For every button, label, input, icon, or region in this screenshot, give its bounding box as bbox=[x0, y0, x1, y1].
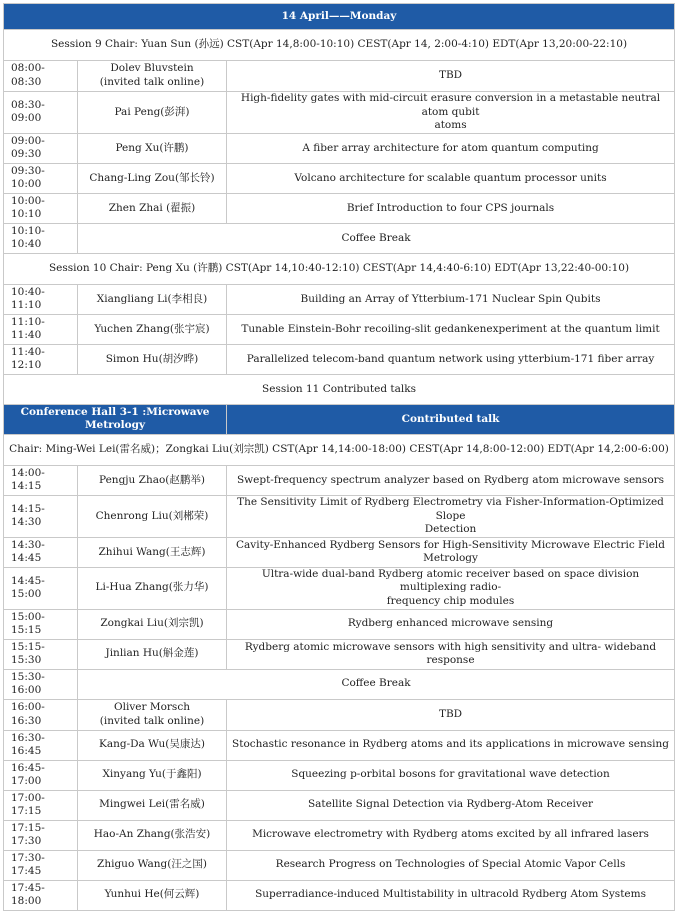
talk-row bbox=[4, 193, 675, 223]
break-label: Coffee Break bbox=[78, 669, 675, 699]
talk-title: Swept-frequency spectrum analyzer based on Rydberg atom microwave sensors bbox=[227, 465, 675, 495]
talk-title: TBD bbox=[227, 699, 675, 730]
talk-time: 14:15-14:30 bbox=[4, 495, 78, 537]
talk-row bbox=[4, 850, 675, 880]
talk-speaker: Zhihui Wang(王志辉) bbox=[78, 537, 227, 567]
hall-header-row bbox=[4, 404, 675, 434]
talk-time: 09:30-10:00 bbox=[4, 163, 78, 193]
session-10-header: Session 10 Chair: Peng Xu (许鹏) CST(Apr 14,10:40-12:10) CEST(Apr 14,4:40-6:10) EDT(Apr 13,22:40-00:10) bbox=[4, 253, 675, 284]
title-line: frequency chip modules bbox=[386, 595, 515, 608]
talk-speaker: Xiangliang Li(李相良) bbox=[78, 284, 227, 314]
talk-row bbox=[4, 314, 675, 344]
break-time: 10:10-10:40 bbox=[4, 223, 78, 253]
talk-title: Research Progress on Technologies of Special Atomic Vapor Cells bbox=[227, 850, 675, 880]
talk-title: A fiber array architecture for atom quantum computing bbox=[227, 133, 675, 163]
talk-time: 14:30-14:45 bbox=[4, 537, 78, 567]
break-label: Coffee Break bbox=[78, 223, 675, 253]
talk-title bbox=[227, 495, 675, 537]
talk-row bbox=[4, 639, 675, 669]
talk-speaker: Zhiguo Wang(汪之国) bbox=[78, 850, 227, 880]
talk-time: 17:45-18:00 bbox=[4, 880, 78, 910]
talk-time: 10:40-11:10 bbox=[4, 284, 78, 314]
talk-speaker: Chenrong Liu(刘郴荣) bbox=[78, 495, 227, 537]
talk-title bbox=[227, 567, 675, 609]
talk-time: 15:15-15:30 bbox=[4, 639, 78, 669]
talk-time: 10:00-10:10 bbox=[4, 193, 78, 223]
talk-row bbox=[4, 730, 675, 760]
talk-speaker: Yuchen Zhang(张宇宸) bbox=[78, 314, 227, 344]
talk-time: 14:45-15:00 bbox=[4, 567, 78, 609]
title-line: The Sensitivity Limit of Rydberg Electrometry via Fisher-Information-Optimized Slope bbox=[237, 495, 664, 522]
talk-title: Rydberg atomic microwave sensors with high sensitivity and ultra- wideband response bbox=[227, 639, 675, 669]
talk-speaker: Simon Hu(胡汐晔) bbox=[78, 344, 227, 374]
talk-time: 17:00-17:15 bbox=[4, 790, 78, 820]
talk-title: TBD bbox=[227, 61, 675, 92]
talk-time: 16:30-16:45 bbox=[4, 730, 78, 760]
talk-title: Stochastic resonance in Rydberg atoms and its applications in microwave sensing bbox=[227, 730, 675, 760]
talk-speaker: Hao-An Zhang(张浩安) bbox=[78, 820, 227, 850]
talk-speaker: Jinlian Hu(斛金莲) bbox=[78, 639, 227, 669]
talk-speaker: Mingwei Lei(雷名威) bbox=[78, 790, 227, 820]
talk-speaker: Peng Xu(许鹏) bbox=[78, 133, 227, 163]
talk-time: 14:00-14:15 bbox=[4, 465, 78, 495]
talk-row bbox=[4, 284, 675, 314]
talk-time: 11:10-11:40 bbox=[4, 314, 78, 344]
talk-row bbox=[4, 495, 675, 537]
talk-title: Brief Introduction to four CPS journals bbox=[227, 193, 675, 223]
speaker-note: (invited talk online) bbox=[99, 714, 205, 727]
hall-name: Conference Hall 3-1 :Microwave Metrology bbox=[4, 404, 227, 434]
talk-title: Satellite Signal Detection via Rydberg-Atom Receiver bbox=[227, 790, 675, 820]
talk-row bbox=[4, 880, 675, 910]
title-line: High-fidelity gates with mid-circuit erasure conversion in a metastable neutral atom qubit bbox=[240, 92, 661, 118]
talk-row bbox=[4, 344, 675, 374]
day-header: 14 April——Monday bbox=[4, 4, 675, 30]
talk-speaker: Yunhui He(何云辉) bbox=[78, 880, 227, 910]
talk-speaker bbox=[78, 699, 227, 730]
talk-title: Cavity-Enhanced Rydberg Sensors for High-Sensitivity Microwave Electric Field Metrology bbox=[227, 537, 675, 567]
talk-speaker: Li-Hua Zhang(张力华) bbox=[78, 567, 227, 609]
speaker-note: (invited talk online) bbox=[99, 76, 205, 88]
talk-speaker: Zongkai Liu(刘宗凯) bbox=[78, 609, 227, 639]
session-9-header: Session 9 Chair: Yuan Sun (孙远) CST(Apr 14,8:00-10:10) CEST(Apr 14, 2:00-4:10) EDT(Apr 13,20:00-22:10) bbox=[4, 30, 675, 61]
talk-speaker: Chang-Ling Zou(邹长铃) bbox=[78, 163, 227, 193]
talk-row bbox=[4, 537, 675, 567]
talk-title: Squeezing p-orbital bosons for gravitational wave detection bbox=[227, 760, 675, 790]
talk-row bbox=[4, 820, 675, 850]
break-row bbox=[4, 669, 675, 699]
talk-time: 08:00-08:30 bbox=[4, 61, 78, 92]
schedule-table bbox=[3, 3, 675, 911]
talk-time: 17:15-17:30 bbox=[4, 820, 78, 850]
talk-title: Volcano architecture for scalable quantum processor units bbox=[227, 163, 675, 193]
talk-speaker: Pai Peng(彭湃) bbox=[78, 92, 227, 134]
day-header-row bbox=[4, 4, 675, 30]
talk-row bbox=[4, 133, 675, 163]
title-line: Ultra-wide dual-band Rydberg atomic receiver based on space division multiplexing radio- bbox=[261, 567, 640, 594]
session-11-header: Session 11 Contributed talks bbox=[4, 374, 675, 404]
speaker-name: Dolev Bluvstein bbox=[110, 62, 194, 75]
talk-row bbox=[4, 699, 675, 730]
talk-row bbox=[4, 61, 675, 92]
break-time: 15:30-16:00 bbox=[4, 669, 78, 699]
talk-speaker: Zhen Zhai (翟振) bbox=[78, 193, 227, 223]
talk-title: Microwave electrometry with Rydberg atoms excited by all infrared lasers bbox=[227, 820, 675, 850]
title-line: atoms bbox=[434, 119, 467, 132]
talk-row bbox=[4, 790, 675, 820]
talk-row bbox=[4, 609, 675, 639]
speaker-name: Oliver Morsch bbox=[114, 701, 190, 714]
talk-time: 16:00-16:30 bbox=[4, 699, 78, 730]
talk-row bbox=[4, 465, 675, 495]
talk-speaker: Kang-Da Wu(吴康达) bbox=[78, 730, 227, 760]
talk-title: Rydberg enhanced microwave sensing bbox=[227, 609, 675, 639]
session-header-row bbox=[4, 374, 675, 404]
talk-title: Tunable Einstein-Bohr recoiling-slit gedankenexperiment at the quantum limit bbox=[227, 314, 675, 344]
talk-title bbox=[227, 92, 675, 134]
talk-title: Parallelized telecom-band quantum network using ytterbium-171 fiber array bbox=[227, 344, 675, 374]
talk-time: 15:00-15:15 bbox=[4, 609, 78, 639]
talk-row bbox=[4, 760, 675, 790]
session-11-chair: Chair: Ming-Wei Lei(雷名威)；Zongkai Liu(刘宗凯) CST(Apr 14,14:00-18:00) CEST(Apr 14,8:00-12:00) EDT(Apr 14,2:00-6:00) bbox=[4, 434, 675, 465]
talk-time: 17:30-17:45 bbox=[4, 850, 78, 880]
talk-row bbox=[4, 92, 675, 134]
break-row bbox=[4, 223, 675, 253]
talk-speaker: Pengju Zhao(赵鹏举) bbox=[78, 465, 227, 495]
chair-row bbox=[4, 434, 675, 465]
talk-title: Superradiance-induced Multistability in ultracold Rydberg Atom Systems bbox=[227, 880, 675, 910]
talk-speaker: Xinyang Yu(于鑫阳) bbox=[78, 760, 227, 790]
talk-time: 08:30-09:00 bbox=[4, 92, 78, 134]
session-header-row bbox=[4, 30, 675, 61]
title-line: Detection bbox=[424, 523, 477, 536]
talk-speaker bbox=[78, 61, 227, 92]
talk-time: 16:45-17:00 bbox=[4, 760, 78, 790]
session-header-row bbox=[4, 253, 675, 284]
talk-time: 09:00-09:30 bbox=[4, 133, 78, 163]
talk-title: Building an Array of Ytterbium-171 Nuclear Spin Qubits bbox=[227, 284, 675, 314]
talk-type: Contributed talk bbox=[227, 404, 675, 434]
talk-row bbox=[4, 567, 675, 609]
talk-time: 11:40-12:10 bbox=[4, 344, 78, 374]
talk-row bbox=[4, 163, 675, 193]
